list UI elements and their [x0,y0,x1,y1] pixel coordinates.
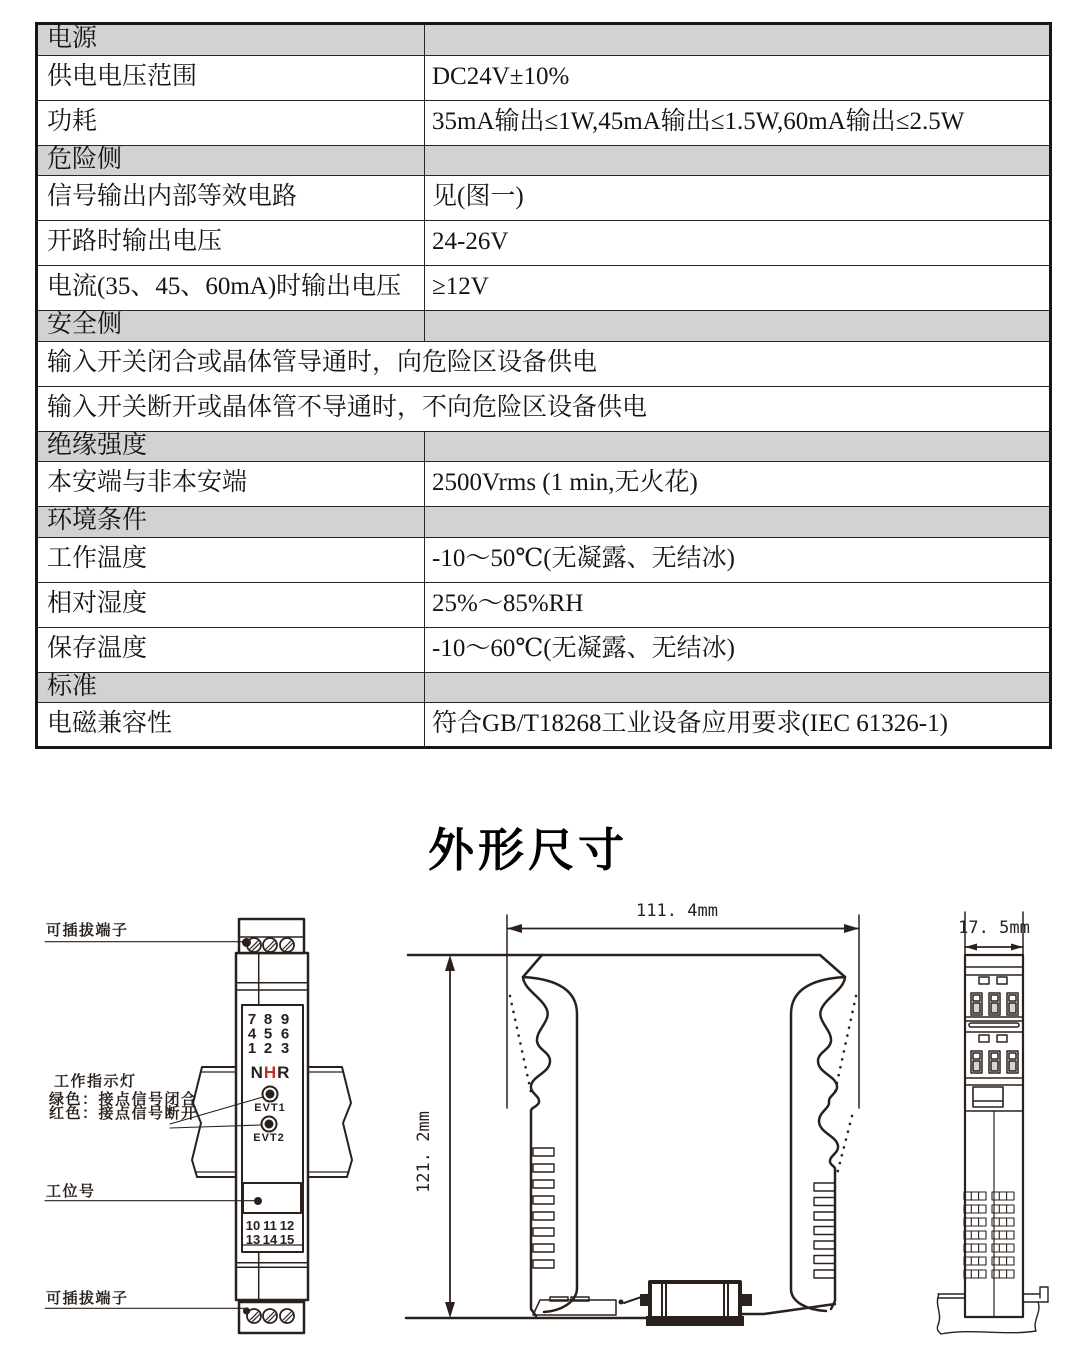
spec-label-cell: 本安端与非本安端 [37,462,425,507]
spec-row [37,582,1051,627]
leader-dot-top [243,939,250,946]
side-dim-text: 17. 5mm [958,918,1030,938]
spec-value-cell [425,672,1051,703]
spec-section-row [37,145,1051,176]
svg-text:6: 6 [280,1025,290,1043]
spec-label-cell: 信号输出内部等效电路 [37,176,425,221]
bottom-terminal-block [239,1302,304,1333]
spec-value-cell [425,311,1051,342]
spec-label-cell: 开路时输出电压 [37,221,425,266]
spec-value-cell: 2500Vrms (1 min,无火花) [425,462,1051,507]
spec-row [37,341,1051,386]
label-pluggable-terminal-bottom: 可插拔端子 [46,1290,129,1307]
spec-section-row [37,431,1051,462]
vent-slots-left [533,1148,554,1268]
led-label-evt1: EVT1 [254,1102,286,1114]
spec-value-cell [425,507,1051,538]
svg-text:2: 2 [263,1040,273,1057]
spec-section-row [37,24,1051,56]
spec-label-cell: 安全侧 [37,311,425,342]
spec-row [37,176,1051,221]
label-indicator-red: 红色：接点信号断开 [49,1105,198,1122]
spec-row [37,386,1051,431]
spec-value-cell: -10～60℃(无凝露、无结冰) [425,627,1051,672]
module-body [236,953,308,1302]
spec-label-cell: 电磁兼容性 [37,703,425,748]
spec-row [37,627,1051,672]
vent-slots-right [814,1183,835,1278]
svg-text:10: 10 [245,1218,261,1233]
front-view-drawing [30,890,390,1371]
svg-text:3: 3 [280,1040,290,1057]
dotted-lines [510,996,856,1178]
spec-value-cell: 见(图一) [425,176,1051,221]
svg-text:8: 8 [263,1011,273,1028]
svg-text:14: 14 [262,1232,278,1247]
spec-value-cell: 24-26V [425,221,1051,266]
terminal-numbers-top [248,1011,289,1057]
terminal-numbers-bottom [246,1218,294,1247]
svg-text:13: 13 [245,1232,261,1247]
spec-label-cell: 标准 [37,672,425,703]
label-indicator-green: 绿色：接点信号闭合 [49,1091,198,1108]
rail-clip [640,1282,752,1326]
spec-value-cell [425,145,1051,176]
module-profile [406,955,845,1318]
spec-table [35,22,1052,749]
width-dim-text: 111. 4mm [636,901,718,921]
spec-row [37,537,1051,582]
spec-value-cell [425,24,1051,56]
depth-dimension [414,955,455,1318]
side-view-drawing [915,890,1080,1371]
spec-table-body [37,24,1051,748]
page-title: 外形尺寸 [428,824,628,876]
spec-span-cell: 输入开关闭合或晶体管导通时，向危险区设备供电 [37,341,1051,386]
spec-row [37,55,1051,100]
svg-text:4: 4 [247,1025,257,1043]
spec-value-cell: 35mA输出≤1W,45mA输出≤1.5W,60mA输出≤2.5W [425,100,1051,145]
spec-label-cell: 工作温度 [37,537,425,582]
led-label-evt2: EVT2 [253,1132,285,1144]
spec-row [37,703,1051,748]
spec-span-cell: 输入开关断开或晶体管不导通时，不向危险区设备供电 [37,386,1051,431]
spec-label-cell: 危险侧 [37,145,425,176]
spec-label-cell: 电流(35、45、60mA)时输出电压 [37,266,425,311]
spec-row [37,100,1051,145]
svg-text:15: 15 [279,1232,295,1247]
label-station-number: 工位号 [46,1183,96,1200]
width-dimension [507,901,859,1108]
spec-label-cell: 绝缘强度 [37,431,425,462]
spec-label-cell: 保存温度 [37,627,425,672]
svg-text:5: 5 [263,1025,273,1043]
top-view-drawing [390,890,890,1371]
spec-label-cell: 供电电压范围 [37,55,425,100]
spec-value-cell: -10～50℃(无凝露、无结冰) [425,537,1051,582]
spec-value-cell: DC24V±10% [425,55,1051,100]
spec-row [37,221,1051,266]
spec-label-cell: 电源 [37,24,425,56]
spec-label-cell: 功耗 [37,100,425,145]
top-terminal-block [239,919,304,953]
svg-text:7: 7 [247,1011,257,1028]
spec-row [37,266,1051,311]
svg-text:1: 1 [247,1040,257,1057]
label-indicator-title: 工作指示灯 [54,1073,137,1090]
spec-section-row [37,507,1051,538]
spec-value-cell: 25%～85%RH [425,582,1051,627]
svg-text:11: 11 [263,1218,277,1233]
leader-lines [45,942,263,1309]
spec-section-row [37,672,1051,703]
spec-section-row [37,311,1051,342]
nhr-logo: NHR [250,1063,291,1082]
spec-row [37,462,1051,507]
side-width-dimension [958,912,1030,960]
spec-label-cell: 相对湿度 [37,582,425,627]
spec-value-cell: 符合GB/T18268工业设备应用要求(IEC 61326-1) [425,703,1051,748]
spec-value-cell: ≥12V [425,266,1051,311]
svg-text:9: 9 [280,1011,290,1028]
label-pluggable-terminal-top: 可插拔端子 [46,922,129,939]
spec-label-cell: 环境条件 [37,507,425,538]
svg-text:12: 12 [279,1218,295,1233]
depth-dim-text: 121. 2mm [414,1111,434,1193]
spec-value-cell [425,431,1051,462]
